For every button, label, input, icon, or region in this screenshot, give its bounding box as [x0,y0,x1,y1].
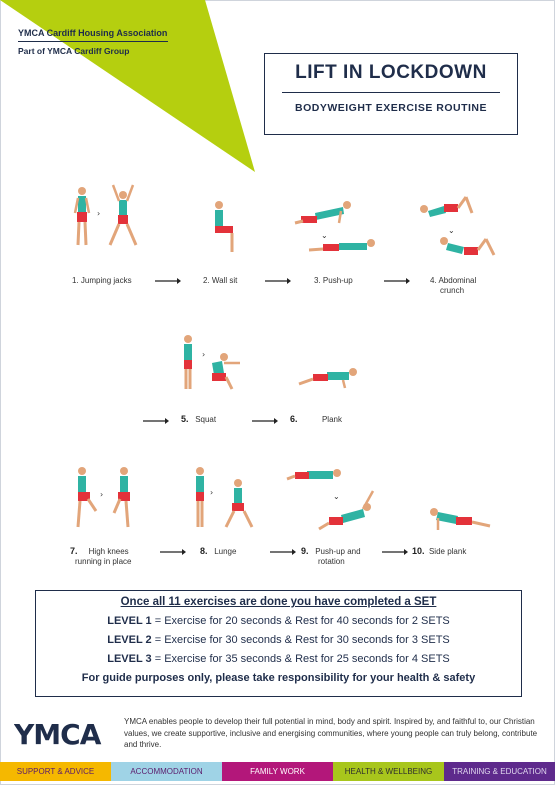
level-2-line [36,634,521,646]
org-name: YMCA Cardiff Housing Association [18,28,168,42]
exercise-number: 6. [290,414,298,424]
mission-statement: YMCA enables people to develop their full potential in mind, body and spirit. Inspired by, and faithful to, our Christian values, we create supportive, inclusive and energising communities, where young people can truly belong, contribute and thrive. [124,717,538,749]
svg-text:⌄: ⌄ [333,492,340,501]
svg-text:›: › [100,490,104,499]
exercise-name: Plank [321,415,342,424]
exercise-name: Abdominal [438,276,477,285]
exercise-name: Lunge [214,547,237,556]
footer-segment-training: TRAINING & EDUCATION [444,762,555,781]
arrow-icon [160,548,186,556]
arrow-icon [252,417,278,425]
abdominal-crunch-illustration [410,193,500,261]
footer-segment-family-work: FAMILY WORK [222,762,333,781]
svg-text:›: › [210,488,214,497]
level-3-line [36,653,521,665]
exercise-number: 10. [412,546,425,556]
footer-segment-accommodation: ACCOMMODATION [111,762,222,781]
exercise-number: 5. [181,414,189,424]
org-block [18,28,168,63]
side-plank-illustration [424,500,494,534]
level-name: LEVEL 1 [107,615,152,627]
exercise-name: Jumping jacks [80,276,132,285]
levels-info-box [35,590,522,697]
arrow-icon [143,417,169,425]
high-knees-illustration [68,463,144,531]
exercise-name: Wall sit [211,276,238,285]
svg-text:›: › [97,209,101,218]
svg-text:YMCA: YMCA [14,718,101,750]
set-info-heading: Once all 11 exercises are done you have completed a SET [120,596,437,608]
jumping-jacks-illustration [68,183,148,253]
arrow-icon [270,548,296,556]
footer-segment-health: HEALTH & WELLBEING [333,762,444,781]
exercise-label-2 [203,276,237,285]
level-name: LEVEL 2 [107,634,152,646]
exercise-number: 1. [72,276,79,285]
exercise-label-5 [181,414,216,424]
push-up-illustration [293,193,383,261]
org-group: Part of YMCA Cardiff Group [18,46,130,56]
exercise-label-6 [290,414,342,424]
exercise-label-9 [301,546,361,567]
exercise-name: High knees [88,547,129,556]
exercise-name-line2: rotation [318,557,345,566]
svg-text:⌄: ⌄ [321,231,328,240]
plank-illustration [297,364,363,392]
corner-accent-shape [0,0,260,175]
exercise-label-8 [200,546,236,556]
exercise-number: 3. [314,276,321,285]
exercise-name: Squat [195,415,217,424]
svg-text:⌄: ⌄ [448,226,455,235]
ymca-logo [14,716,112,750]
arrow-icon [382,548,408,556]
footer-segment-support: SUPPORT & ADVICE [0,762,111,781]
lunge-illustration [190,463,260,531]
title-divider [282,92,500,93]
exercise-number: 9. [301,546,309,556]
exercise-number: 7. [70,546,78,556]
exercise-label-10 [412,546,466,556]
page-subtitle: BODYWEIGHT EXERCISE ROUTINE [294,102,487,114]
exercise-name-line2: crunch [440,286,465,295]
arrow-icon [384,277,410,285]
arrow-icon [155,277,181,285]
level-text: = Exercise for 35 seconds & Rest for 25 seconds for 4 SETS [151,653,450,665]
exercise-number: 4. [430,276,437,285]
footer-category-bar [0,762,555,781]
page-title: LIFT IN LOCKDOWN [295,62,487,83]
exercise-label-7 [70,546,131,567]
exercise-name: Push-up and [315,547,361,556]
exercise-name: Side plank [428,547,467,556]
svg-text:›: › [202,350,206,359]
exercise-label-4 [430,276,476,296]
exercise-number: 8. [200,546,208,556]
arrow-icon [265,277,291,285]
level-name: LEVEL 3 [107,653,152,665]
exercise-number: 2. [203,276,210,285]
level-text: = Exercise for 20 seconds & Rest for 40 seconds for 2 SETS [151,615,450,627]
wall-sit-illustration [205,197,245,257]
level-text: = Exercise for 30 seconds & Rest for 30 seconds for 3 SETS [151,634,450,646]
exercise-label-1 [72,276,132,285]
exercise-name-line2: running in place [75,557,132,566]
push-up-rotation-illustration [285,463,385,535]
exercise-name: Push-up [322,276,353,285]
exercise-label-3 [314,276,353,285]
squat-illustration [180,333,250,393]
safety-disclaimer: For guide purposes only, please take responsibility for your health & safety [81,672,476,684]
title-box [264,53,518,135]
level-1-line [36,615,521,627]
